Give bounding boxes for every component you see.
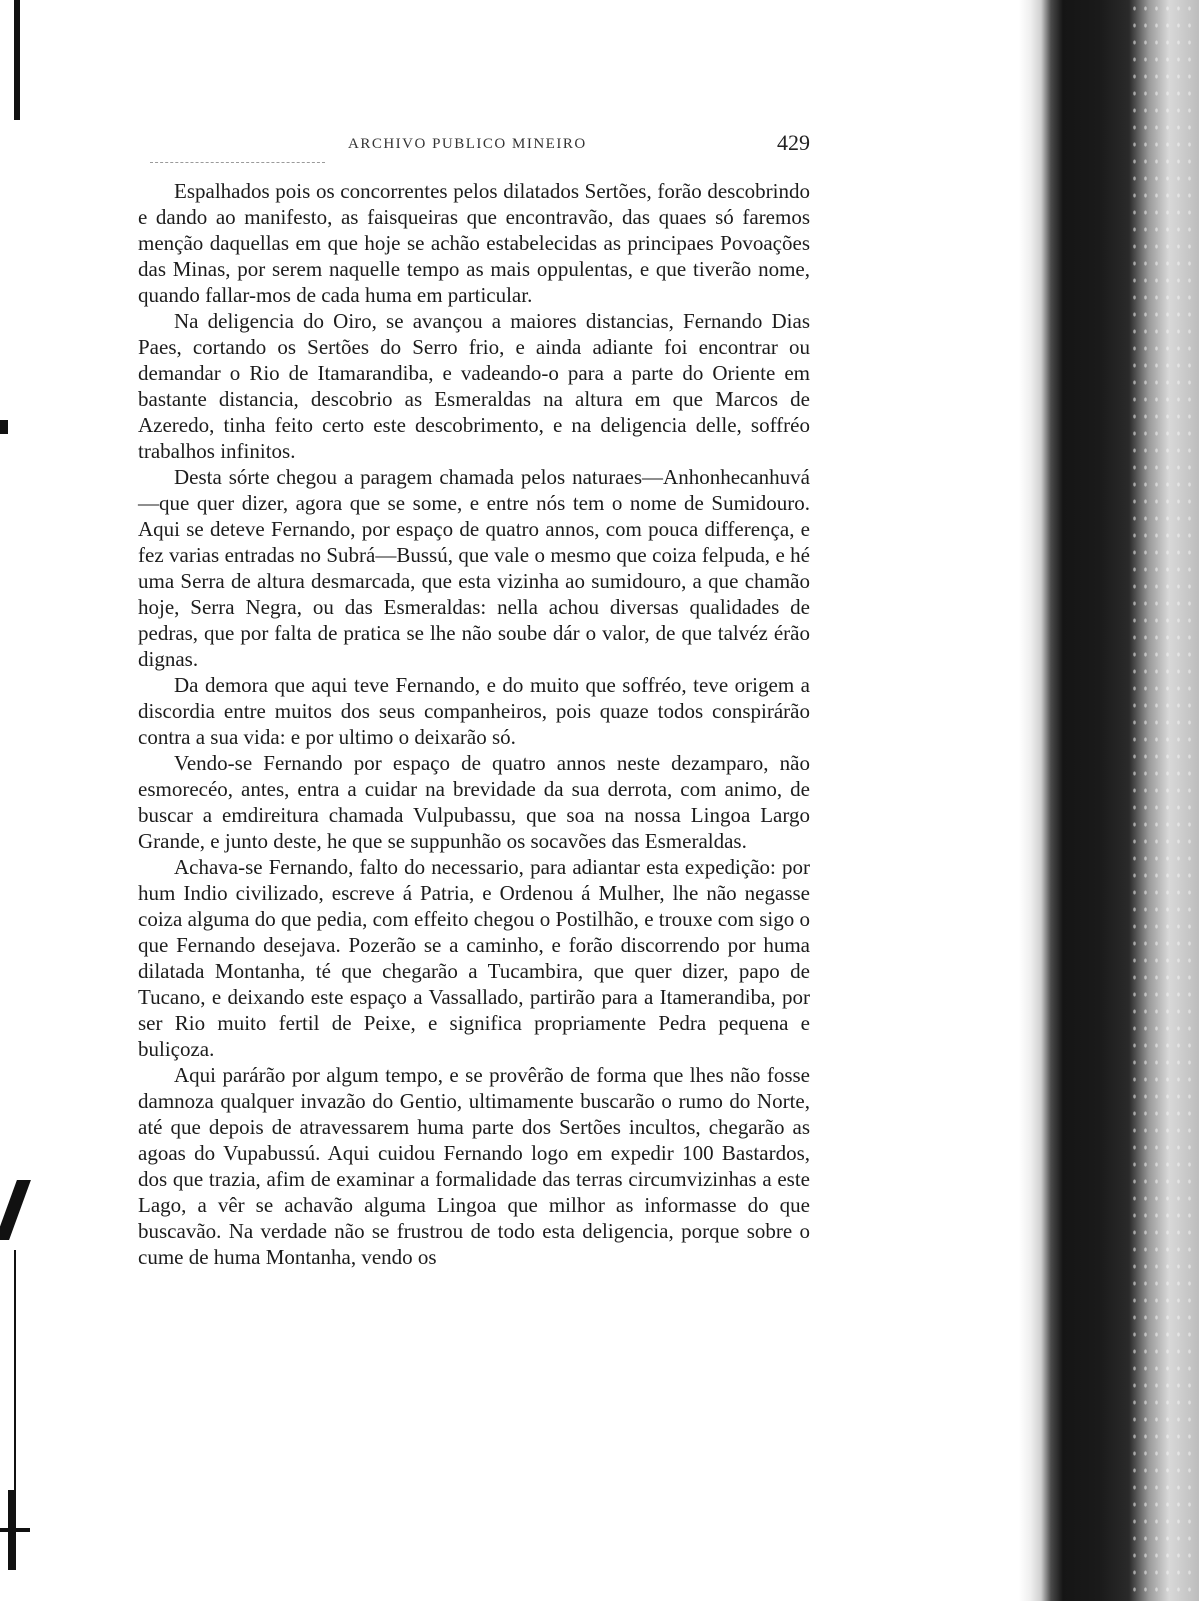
paragraph: Espalhados pois os concorrentes pelos dilatados Sertões, forão descobrindo e dando ao manifesto, as faisqueiras que encontravão, das quaes só faremos menção daquellas em que hoje se achão estabelecidas as principaes Povoações das Minas, por serem naquelle tempo as mais oppulentas, e que tiverão nome, quando fallar-mos de cada huma em particular. (138, 179, 810, 307)
gutter-speck (0, 1180, 31, 1240)
page-number: 429 (777, 130, 810, 155)
binding-texture (1129, 0, 1199, 1601)
paragraph: Na deligencia do Oiro, se avançou a maiores distancias, Fernando Dias Paes, cortando os Sertões do Serro frio, e ainda adiante foi encontrar ou demandar o Rio de Itamarandiba, e vadeando-o para a parte do Oriente em bastante distancia, descobrio as Esmeraldas na altura em que Marcos de Azeredo, tinha feito certo este descobrimento, e na deligencia delle, soffréo trabalhos infinitos. (138, 309, 810, 463)
paragraph: Aqui parárão por algum tempo, e se provêrão de forma que lhes não fosse damnoza qualquer invazão do Gentio, ultimamente buscarão o rumo do Norte, até que depois de atravessarem huma parte dos Sertões incultos, chegarão as agoas do Vupabussú. Aqui cuidou Fernando logo em expedir 100 Bastardos, dos que trazia, afim de examinar a formalidade das terras circumvizinhas a este Lago, a vêr se achavão alguma Lingoa que milhor as informasse do que buscavão. Na verdade não se frustrou de todo esta deligencia, porque sobre o cume de huma Montanha, vendo os (138, 1063, 810, 1269)
gutter-speck (14, 1250, 16, 1490)
paragraph: Da demora que aqui teve Fernando, e do muito que soffréo, teve origem a discordia entre muitos dos seus companheiros, pois quaze todos conspirárão contra a sua vida: e por ultimo o deixarão só. (138, 673, 810, 749)
gutter-speck (0, 420, 8, 434)
paragraph: Vendo-se Fernando por espaço de quatro annos neste dezamparo, não esmorecéo, antes, entra a cuidar na brevidade da sua derrota, com animo, de buscar a emdireitura chamada Vulpubassu, que soa na nossa Lingoa Largo Grande, e junto deste, he que se suppunhão os socavões das Esmeraldas. (138, 751, 810, 853)
paragraph: Desta sórte chegou a paragem chamada pelos naturaes—Anhonhecanhuvá—que quer dizer, agora que se some, e entre nós tem o nome de Sumidouro. Aqui se deteve Fernando, por espaço de quatro annos, com pouca differença, e fez varias entradas no Subrá—Bussú, que vale o mesmo que coiza felpuda, e hé uma Serra de altura desmarcada, que esta vizinha ao sumidouro, a que chamão hoje, Serra Negra, ou das Esmeraldas: nella achou diversas qualidades de pedras, que por falta de pratica se lhe não soube dár o valor, de que talvéz érão dignas. (138, 465, 810, 671)
body-text (138, 178, 810, 1270)
page-header (340, 128, 810, 158)
running-title: ARCHIVO PUBLICO MINEIRO (348, 136, 587, 152)
paragraph: Achava-se Fernando, falto do necessario, para adiantar esta expedição: por hum Indio civilizado, escreve á Patria, e Ordenou á Mulher, lhe não negasse coiza alguma do que pedia, com effeito chegou o Postilhão, e trouxe com sigo o que Fernando desejava. Pozerão se a caminho, e forão discorrendo por huma dilatada Montanha, té que chegarão a Tucambira, que quer dizer, papo de Tucano, e deixando este espaço a Vassallado, partirão para a Itamerandiba, por ser Rio muito fertil de Peixe, e significa propriamente Pedra pequena e buliçoza. (138, 855, 810, 1061)
gutter-speck (0, 1528, 30, 1532)
gutter-speck (14, 0, 20, 120)
header-rule (150, 162, 325, 163)
